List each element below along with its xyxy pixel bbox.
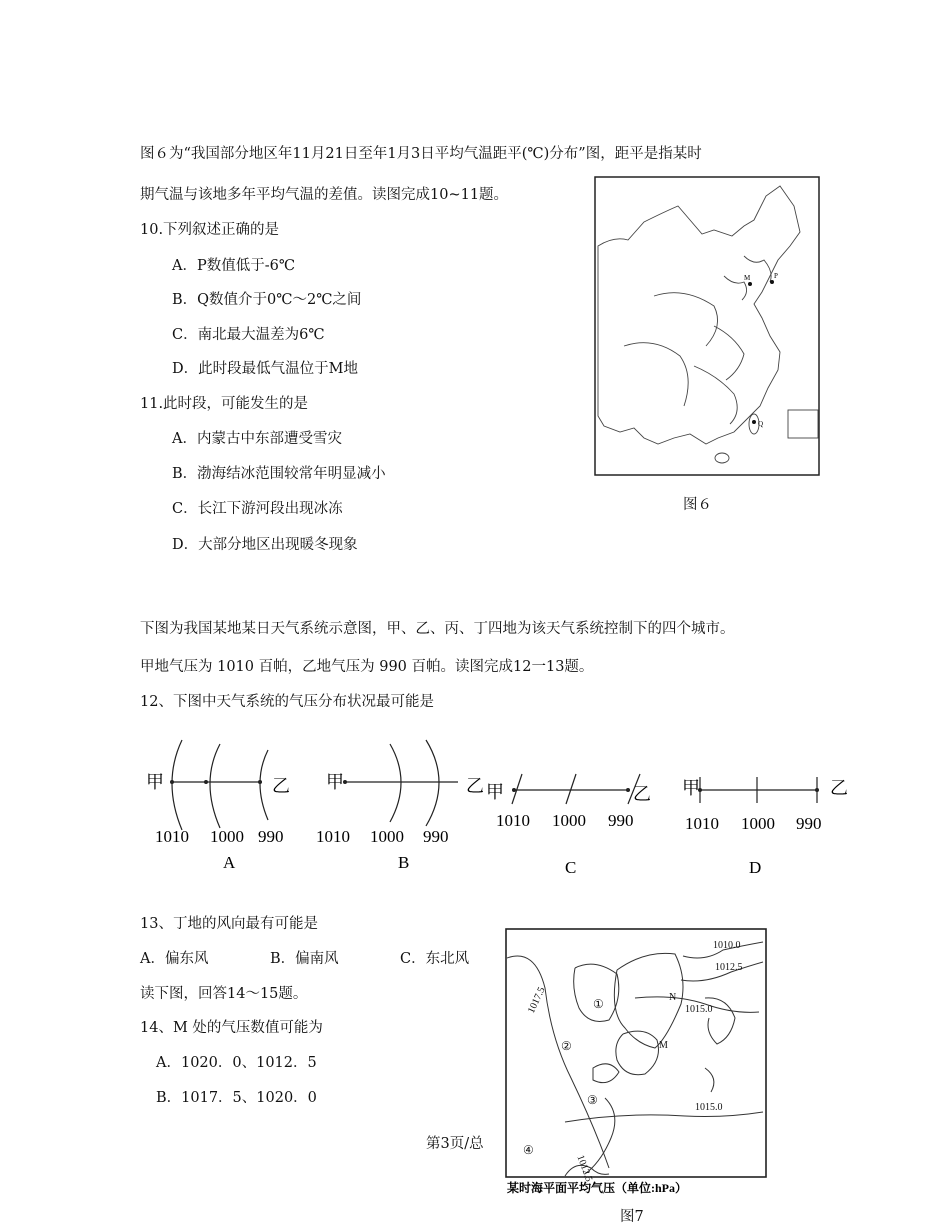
diagram-b-value-1000: 1000 — [370, 827, 404, 846]
intro12-line2: 甲地气压为 1010 百帕，乙地气压为 990 百帕。读图完成12一13题。 — [140, 659, 594, 675]
point-q-marker — [752, 420, 756, 424]
isobar-label-1012-5: 1012.5 — [715, 962, 743, 973]
diagram-c-label: C — [565, 858, 577, 877]
q11-option-d: D．大部分地区出现暖冬现象 — [172, 537, 358, 553]
intro6-line2: 期气温与该地多年平均气温的差值。读图完成10~11题。 — [140, 187, 509, 203]
diagram-b-value-1010: 1010 — [316, 827, 350, 846]
figure6-frame — [595, 177, 819, 475]
q13-stem: 13、丁地的风向最有可能是 — [140, 916, 318, 932]
intro14-text: 读下图，回答14～15题。 — [140, 986, 308, 1002]
figure6-caption: 图６ — [683, 497, 712, 513]
figure7-title: 某时海平面平均气压（单位:hPa） — [507, 1181, 688, 1195]
intro6-line1: 图６为“我国部分地区年11月21日至年1月3日平均气温距平(℃)分布”图，距平是指某时 — [140, 146, 702, 162]
point-2: ② — [561, 1039, 572, 1053]
diagram-c-value-1000: 1000 — [552, 811, 586, 830]
figure7-caption: 图7 — [620, 1209, 644, 1225]
point-1: ① — [593, 997, 604, 1011]
intro12-line1: 下图为我国某地某日天气系统示意图，甲、乙、丙、丁四地为该天气系统控制下的四个城市。 — [140, 621, 735, 637]
diagram-d-label: D — [749, 858, 762, 877]
diagram-a-point — [170, 780, 174, 784]
figure6-map — [594, 176, 820, 476]
q13-option-a: A．偏东风 — [140, 951, 209, 967]
diagram-d-point — [815, 788, 819, 792]
diagram-b-isobar — [426, 740, 439, 826]
figure7-map — [505, 928, 767, 1196]
pressure-diagrams — [140, 730, 860, 880]
q11-option-b: B．渤海结冰范围较常年明显减小 — [172, 466, 386, 482]
diagram-b-end: 乙 — [466, 776, 484, 796]
point-m-marker — [748, 282, 752, 286]
diagram-d-value-1000: 1000 — [741, 814, 775, 833]
isobar-label-1015-upper: 1015.0 — [685, 1004, 713, 1015]
map-label-q: Q — [758, 420, 764, 428]
diagram-a-point — [258, 780, 262, 784]
diagram-a-value-990: 990 — [258, 827, 284, 846]
diagram-d-start: 甲 — [682, 778, 700, 798]
diagram-c-point — [626, 788, 630, 792]
point-4: ④ — [523, 1143, 534, 1157]
q13-option-c: C．东北风 — [400, 951, 470, 967]
diagram-b-value-990: 990 — [423, 827, 449, 846]
q10-option-c: C．南北最大温差为6℃ — [172, 327, 325, 343]
diagram-c-value-990: 990 — [608, 811, 634, 830]
diagram-a-label: A — [223, 853, 236, 872]
diagram-c-isobar — [566, 774, 576, 804]
diagram-c-value-1010: 1010 — [496, 811, 530, 830]
q14-option-b: B．1017．5、1020．0 — [156, 1090, 317, 1106]
diagram-a-isobar — [172, 740, 182, 830]
q11-stem: 11.此时段，可能发生的是 — [140, 396, 309, 412]
q11-option-c: C．长江下游河段出现冰冻 — [172, 501, 343, 517]
diagram-c-start: 甲 — [486, 782, 504, 802]
q14-stem: 14、M 处的气压数值可能为 — [140, 1020, 323, 1036]
q14-option-a: A．1020．0、1012．5 — [156, 1055, 317, 1071]
map-label-p: P — [774, 272, 778, 280]
isobar-label-1012-5-south: 1012.5 — [574, 1153, 595, 1184]
q10-stem: 10.下列叙述正确的是 — [140, 222, 280, 238]
q10-option-d: D．此时段最低气温位于M地 — [172, 361, 358, 377]
point-m: M — [659, 1040, 668, 1051]
diagram-a-start: 甲 — [146, 772, 164, 792]
isobar-label-1010: 1010.0 — [713, 940, 741, 951]
q11-option-a: A．内蒙古中东部遭受雪灾 — [172, 431, 342, 447]
diagram-d-end: 乙 — [830, 778, 848, 798]
diagram-a-isobar — [210, 744, 220, 828]
diagram-a-value-1010: 1010 — [155, 827, 189, 846]
diagram-a-isobar — [260, 750, 268, 820]
diagram-c-point — [512, 788, 516, 792]
q10-option-a: A．P数值低于-6℃ — [172, 258, 296, 274]
point-3: ③ — [587, 1093, 598, 1107]
point-p-marker — [770, 280, 774, 284]
diagram-b-start: 甲 — [326, 772, 344, 792]
diagram-d-value-1010: 1010 — [685, 814, 719, 833]
isobar-label-1015-lower: 1015.0 — [695, 1102, 723, 1113]
map-label-m: M — [744, 274, 751, 282]
diagram-b-isobar — [390, 744, 401, 822]
q12-stem: 12、下图中天气系统的气压分布状况最可能是 — [140, 694, 434, 710]
q10-option-b: B．Q数值介于0℃～2℃之间 — [172, 292, 362, 308]
diagram-a-point — [204, 780, 208, 784]
diagram-b-label: B — [398, 853, 410, 872]
diagram-a-value-1000: 1000 — [210, 827, 244, 846]
diagram-a-end: 乙 — [272, 776, 290, 796]
q13-option-b: B．偏南风 — [270, 951, 339, 967]
isobar-label-1017-5: 1017.5 — [526, 985, 548, 1016]
point-n: N — [669, 992, 677, 1003]
diagram-c-end: 乙 — [633, 784, 651, 804]
diagram-d-value-990: 990 — [796, 814, 822, 833]
page-footer: 第3页/总 — [426, 1136, 484, 1152]
